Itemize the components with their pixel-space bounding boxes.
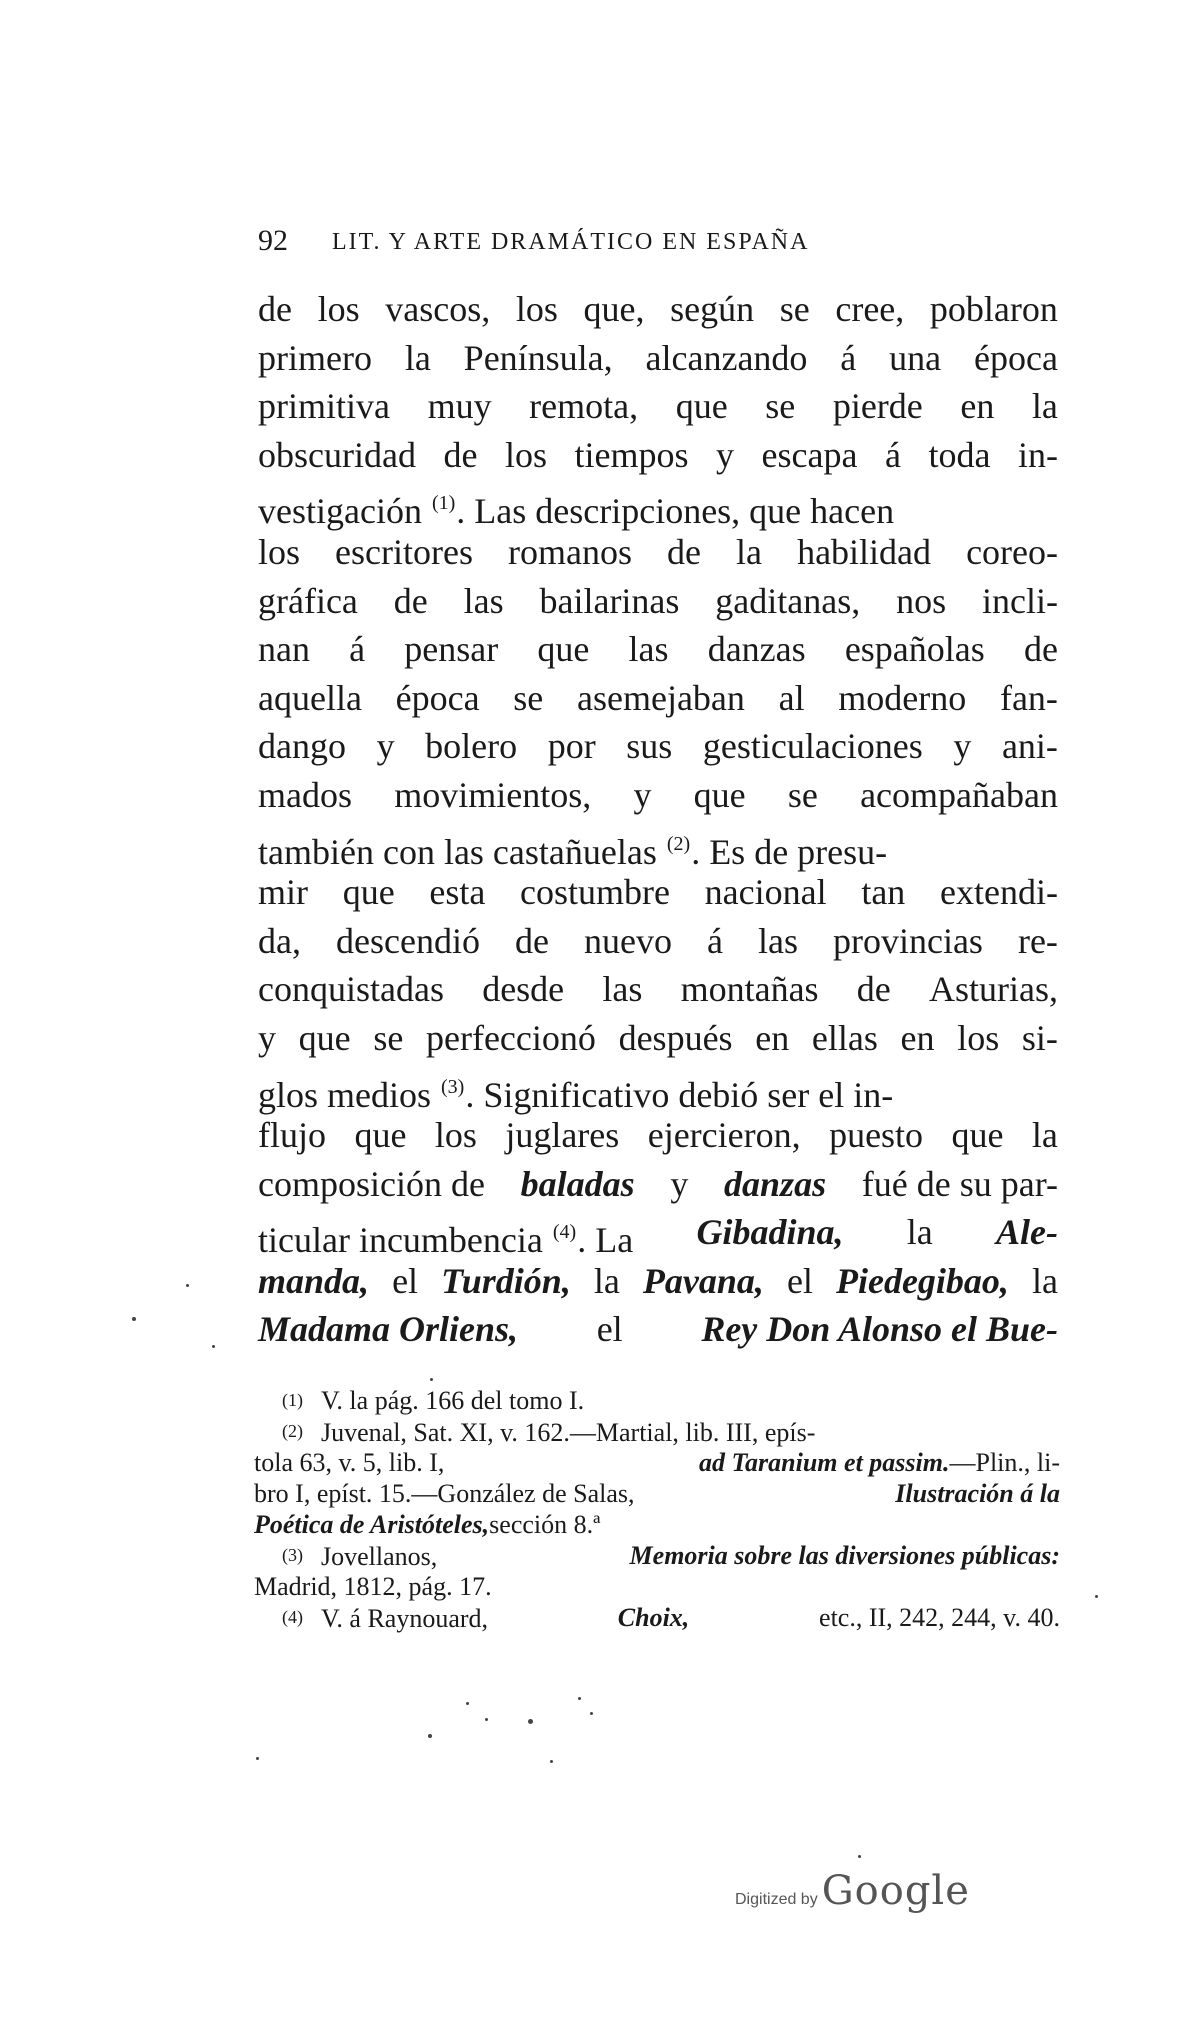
- footnote-text: etc., II, 242, 244, v. 40.: [819, 1603, 1060, 1632]
- scan-speck: [186, 1284, 189, 1287]
- footnote-text: Jovellanos,: [321, 1542, 438, 1571]
- italic-term: Turdión,: [441, 1260, 571, 1301]
- word: época: [395, 677, 480, 718]
- text-fragment: . Es de presu-: [691, 831, 888, 872]
- word: según: [670, 289, 755, 329]
- word: moderno: [838, 677, 967, 718]
- word: época: [973, 337, 1058, 378]
- word: escapa: [761, 434, 858, 475]
- word: de: [258, 289, 292, 329]
- scan-speck: [485, 1718, 488, 1721]
- word: se: [779, 289, 810, 329]
- scan-speck: [550, 1760, 553, 1763]
- word: se: [373, 1017, 404, 1058]
- word: perfeccionó: [426, 1017, 596, 1058]
- text-fragment: . Las descripciones, que hacen: [456, 491, 895, 532]
- scan-speck: [430, 1378, 433, 1381]
- word: de: [1023, 629, 1058, 670]
- body-line: [258, 431, 1058, 480]
- word: muy: [427, 386, 492, 427]
- word: se: [765, 386, 796, 427]
- text-fragment: el: [786, 1260, 813, 1301]
- word: los: [515, 289, 558, 329]
- italic-term: Madama Orliens,: [258, 1309, 519, 1350]
- italic-term: Gibadina,: [696, 1212, 844, 1253]
- word: la: [1031, 386, 1058, 427]
- word: vascos,: [385, 289, 491, 329]
- word: gaditanas,: [715, 580, 861, 621]
- body-line: [258, 1063, 1058, 1115]
- word: coreo-: [966, 531, 1058, 572]
- footnote-marker: (2): [282, 1421, 303, 1441]
- word: los: [504, 434, 547, 475]
- word: en: [900, 1017, 935, 1058]
- text-fragment: la: [1031, 1260, 1058, 1301]
- footnote-reference: (3): [441, 1075, 465, 1098]
- word: costumbre: [520, 872, 670, 913]
- body-line: [258, 577, 1058, 626]
- scan-speck: [428, 1734, 432, 1738]
- footnote-text: —Plin., li-: [949, 1448, 1060, 1477]
- word: que,: [583, 289, 645, 329]
- word: mir: [258, 872, 308, 913]
- footnote-italic: Poética de Aristóteles,: [254, 1510, 490, 1539]
- word: la: [404, 337, 431, 378]
- word: los: [434, 1115, 477, 1156]
- body-line: [258, 1208, 1058, 1261]
- word: acompañaban: [860, 774, 1058, 815]
- footnote-text: sección 8.ª: [489, 1510, 601, 1539]
- footnote-line: [254, 1602, 1060, 1633]
- body-line: [258, 1257, 1058, 1306]
- digitized-by-label: Digitized by: [735, 1891, 818, 1908]
- word: fan-: [999, 677, 1058, 718]
- footnote-text: Juvenal, Sat. XI, v. 162.—Martial, lib. III, epís-: [321, 1418, 816, 1447]
- word: conquistadas: [258, 969, 444, 1010]
- word: gesticulaciones: [702, 726, 923, 767]
- word: bolero: [425, 726, 518, 767]
- word: primitiva: [258, 386, 390, 427]
- word: escritores: [335, 531, 473, 572]
- word: movimientos,: [394, 774, 592, 815]
- word: de: [443, 434, 478, 475]
- footnote-italic: Memoria sobre las diversiones públicas:: [629, 1541, 1060, 1570]
- text-fragment: fué de su par-: [861, 1163, 1058, 1204]
- word: flujo: [258, 1115, 326, 1156]
- word: y: [633, 774, 652, 815]
- word: danzas: [707, 629, 806, 670]
- footnote-line: [254, 1385, 1060, 1416]
- word: en: [755, 1017, 790, 1058]
- text-fragment: y: [670, 1163, 689, 1204]
- word: se: [787, 774, 818, 815]
- word: mados: [258, 774, 352, 815]
- footnote-text: bro I, epíst. 15.—González de Salas,: [254, 1479, 635, 1508]
- italic-term: Pavana,: [642, 1260, 764, 1301]
- text-fragment: glos medios: [258, 1074, 432, 1115]
- text-fragment: también con las castañuelas: [258, 831, 657, 872]
- body-line: [258, 820, 1058, 872]
- italic-term: danzas: [724, 1163, 827, 1204]
- word: puesto: [829, 1115, 924, 1156]
- word: nacional: [704, 872, 827, 913]
- footnote-reference: (4): [552, 1221, 577, 1244]
- word: al: [778, 677, 805, 718]
- word: nan: [258, 629, 310, 670]
- word: la: [1031, 1115, 1058, 1156]
- footnote-italic: Ilustración á la: [895, 1479, 1060, 1508]
- word: Asturias,: [929, 969, 1058, 1010]
- body-line: [258, 1014, 1058, 1063]
- body-line: [258, 771, 1058, 820]
- word: tan: [861, 872, 906, 913]
- word: habilidad: [797, 531, 932, 572]
- body-line: [258, 1305, 1058, 1354]
- word: que: [342, 872, 395, 913]
- body-line: [258, 1111, 1058, 1160]
- word: á: [706, 920, 723, 961]
- body-line: [258, 1160, 1058, 1209]
- footnote-marker: (1): [282, 1390, 303, 1410]
- word: de: [667, 531, 702, 572]
- footnote-line: [254, 1478, 1060, 1509]
- text-fragment: vestigación: [258, 491, 422, 532]
- running-header: [258, 224, 1058, 264]
- word: los: [957, 1017, 1000, 1058]
- word: españolas: [844, 629, 985, 670]
- body-line: [258, 479, 1058, 532]
- word: Península,: [463, 337, 613, 378]
- scan-speck: [212, 1345, 215, 1348]
- word: que: [675, 386, 728, 427]
- word: nuevo: [583, 920, 672, 961]
- text-fragment: ticular incumbencia: [258, 1220, 543, 1261]
- body-line: [258, 382, 1058, 431]
- word: la: [736, 531, 763, 572]
- body-text: [258, 285, 1058, 1354]
- word: poblaron: [929, 289, 1058, 329]
- word: las: [602, 969, 643, 1010]
- word: y: [258, 1017, 276, 1058]
- word: extendi-: [939, 872, 1058, 913]
- word: pierde: [832, 386, 923, 427]
- scan-speck: [132, 1317, 136, 1321]
- word: bailarinas: [539, 580, 680, 621]
- word: aquella: [258, 677, 362, 718]
- body-line: [258, 285, 1058, 334]
- footnote-reference: (1): [431, 492, 456, 515]
- scan-speck: [528, 1719, 533, 1724]
- body-line: [258, 625, 1058, 674]
- word: á: [885, 434, 901, 475]
- google-wordmark: Google: [821, 1868, 970, 1914]
- word: los: [317, 289, 360, 329]
- footnote-text: tola 63, v. 5, lib. I,: [254, 1448, 445, 1477]
- body-line: [258, 528, 1058, 577]
- text-fragment: . Significativo debió ser el in-: [465, 1074, 894, 1115]
- word: que: [298, 1017, 351, 1058]
- word: descendió: [336, 920, 480, 961]
- footnote-line: [254, 1540, 1060, 1571]
- word: de: [856, 969, 891, 1010]
- italic-term: manda,: [258, 1260, 370, 1301]
- word: y: [953, 726, 972, 767]
- word: ejercieron,: [647, 1115, 801, 1156]
- word: á: [840, 337, 857, 378]
- word: nos: [896, 580, 947, 621]
- footnotes: [254, 1385, 1060, 1633]
- footnote-text: V. la pág. 166 del tomo I.: [321, 1386, 585, 1415]
- word: y: [376, 726, 395, 767]
- word: los: [258, 531, 301, 572]
- text-fragment: . La: [577, 1220, 634, 1261]
- word: in-: [1018, 434, 1058, 475]
- body-line: [258, 722, 1058, 771]
- italic-term: baladas: [520, 1163, 635, 1204]
- scan-speck: [1095, 1595, 1098, 1598]
- word: da,: [258, 920, 301, 961]
- word: de: [393, 580, 428, 621]
- word: que: [951, 1115, 1004, 1156]
- word: gráfica: [258, 580, 358, 621]
- word: que: [693, 774, 746, 815]
- scan-speck: [858, 1855, 861, 1858]
- word: esta: [429, 872, 486, 913]
- italic-term: Ale-: [995, 1212, 1058, 1253]
- word: provincias: [832, 920, 983, 961]
- scan-speck: [256, 1757, 259, 1760]
- scan-speck: [466, 1702, 469, 1705]
- word: las: [463, 580, 504, 621]
- word: de: [514, 920, 549, 961]
- italic-term: Rey Don Alonso el Bue-: [701, 1309, 1058, 1350]
- italic-term: Piedegibao,: [835, 1260, 1009, 1301]
- word: que: [537, 629, 590, 670]
- word: y: [716, 434, 735, 475]
- word: sus: [626, 726, 673, 767]
- footnote-line: [254, 1416, 1060, 1447]
- word: ani-: [1001, 726, 1058, 767]
- footnote-reference: (2): [666, 832, 691, 855]
- word: desde: [482, 969, 565, 1010]
- footnote-line: [254, 1447, 1060, 1478]
- body-line: [258, 965, 1058, 1014]
- word: si-: [1021, 1017, 1058, 1058]
- footnote-line: [254, 1509, 1060, 1540]
- word: las: [757, 920, 798, 961]
- word: á: [349, 629, 366, 670]
- footnote-marker: (3): [282, 1545, 303, 1565]
- word: asemejaban: [577, 677, 745, 718]
- word: se: [513, 677, 544, 718]
- word: obscuridad: [258, 434, 416, 475]
- word: por: [547, 726, 596, 767]
- footnote-text: V. á Raynouard,: [321, 1604, 489, 1633]
- scan-speck: [578, 1697, 581, 1700]
- footnote-italic: ad Taranium et passim.: [699, 1448, 950, 1477]
- text-fragment: la: [906, 1212, 933, 1253]
- word: en: [960, 386, 995, 427]
- word: remota,: [529, 386, 639, 427]
- body-line: [258, 917, 1058, 966]
- scan-speck: [590, 1712, 593, 1715]
- word: cree,: [835, 289, 905, 329]
- word: después: [618, 1017, 733, 1058]
- body-line: [258, 674, 1058, 723]
- footnote-line: [254, 1571, 1060, 1602]
- running-title: LIT. Y ARTE DRAMÁTICO EN ESPAÑA: [332, 229, 810, 255]
- text-fragment: el: [596, 1309, 623, 1350]
- word: primero: [258, 337, 372, 378]
- footnote-marker: (4): [282, 1607, 303, 1627]
- word: dango: [258, 726, 346, 767]
- text-fragment: composición de: [258, 1163, 485, 1204]
- body-line: [258, 868, 1058, 917]
- digitized-watermark: [735, 1868, 970, 1928]
- page-number: 92: [258, 224, 288, 257]
- word: tiempos: [574, 434, 689, 475]
- word: una: [889, 337, 942, 378]
- word: alcanzando: [645, 337, 808, 378]
- word: toda: [928, 434, 991, 475]
- word: que: [354, 1115, 407, 1156]
- text-fragment: el: [392, 1260, 419, 1301]
- word: las: [628, 629, 669, 670]
- word: romanos: [508, 531, 632, 572]
- word: incli-: [981, 580, 1058, 621]
- word: re-: [1017, 920, 1058, 961]
- footnote-italic: Choix,: [617, 1603, 690, 1632]
- word: montañas: [680, 969, 819, 1010]
- word: pensar: [404, 629, 499, 670]
- body-line: [258, 334, 1058, 383]
- word: juglares: [505, 1115, 620, 1156]
- footnote-text: Madrid, 1812, pág. 17.: [254, 1572, 492, 1601]
- text-fragment: la: [593, 1260, 620, 1301]
- word: ellas: [811, 1017, 878, 1058]
